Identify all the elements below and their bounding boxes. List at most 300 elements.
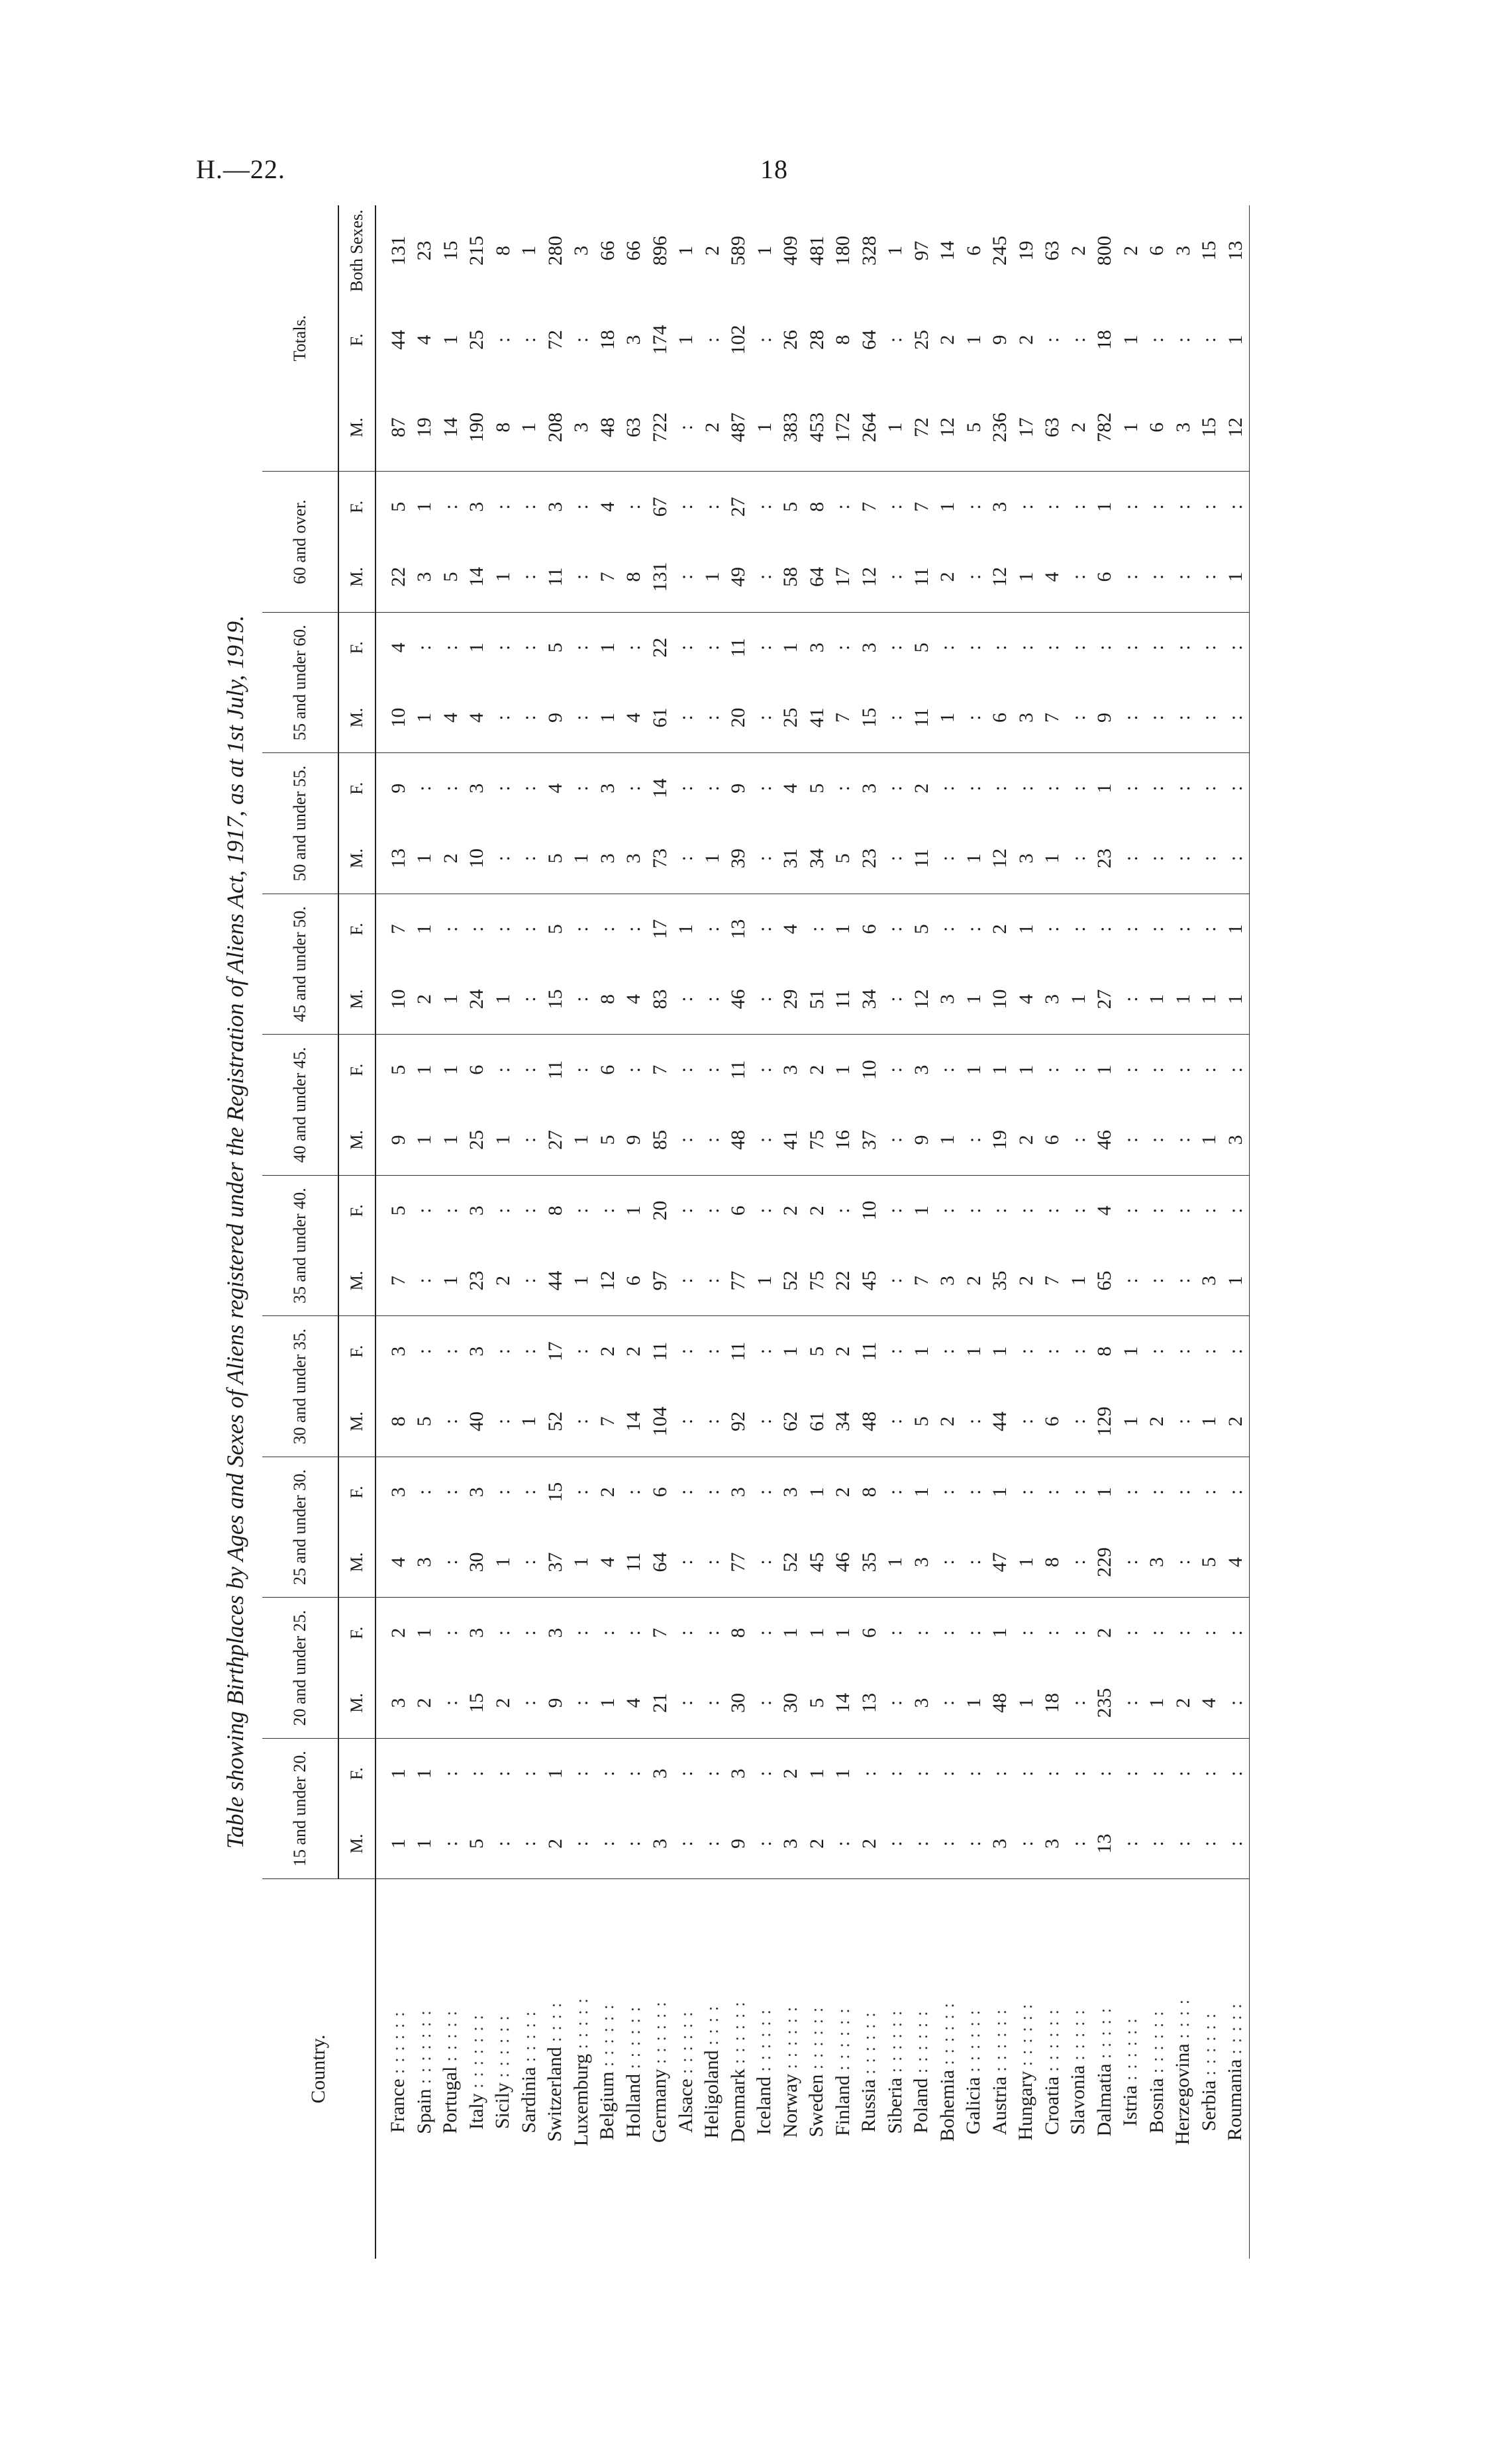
female-count-cell: 1 xyxy=(675,334,697,345)
dot-leader: : xyxy=(467,2020,487,2031)
age-group-header: 45 and under 50. xyxy=(262,894,338,1035)
male-count-cell: 4 xyxy=(595,1527,621,1598)
dot-leader: : xyxy=(1199,2006,1219,2019)
male-count-cell: : xyxy=(1223,823,1249,894)
male-count-cell: 30 xyxy=(464,1527,491,1598)
male-count-cell: : xyxy=(1066,1105,1092,1175)
female-count-cell: : xyxy=(989,1771,1011,1776)
female-count-cell: 5 xyxy=(910,642,932,653)
dot-leader: : xyxy=(676,2016,696,2028)
male-count-cell: 21 xyxy=(647,1668,674,1738)
dot-leader: : xyxy=(598,2032,617,2044)
male-count-cell: : xyxy=(752,1105,778,1175)
male-count-cell: : xyxy=(674,683,700,753)
female-count-cell: : xyxy=(570,504,592,510)
male-count-cell: 1 xyxy=(1197,964,1223,1035)
dot-leader: : xyxy=(1147,2016,1167,2028)
male-count-cell: : xyxy=(1170,1246,1197,1316)
male-count-cell: 46 xyxy=(830,1527,857,1598)
dot-leader: : xyxy=(1095,2035,1115,2047)
female-count-cell: : xyxy=(989,786,1011,792)
male-count-cell: 12 xyxy=(987,542,1014,612)
female-count-cell: : xyxy=(596,926,619,932)
female-count-cell: : xyxy=(1224,504,1246,510)
female-count-cell: : xyxy=(1224,1771,1246,1776)
male-count-cell: 40 xyxy=(464,1386,491,1457)
female-count-cell: : xyxy=(623,926,644,932)
female-count-cell: 1 xyxy=(805,1487,828,1498)
country-cell xyxy=(856,1879,883,2259)
male-count-cell: 12 xyxy=(1223,384,1249,472)
dot-leader: : xyxy=(990,2037,1010,2049)
dot-leader: : xyxy=(1174,1992,1193,2005)
male-count-cell: : xyxy=(1223,1668,1249,1738)
female-count-cell: : xyxy=(439,1489,462,1495)
female-count-cell: 2 xyxy=(623,1346,644,1357)
dot-leader: : xyxy=(467,2042,487,2055)
country-name: France xyxy=(387,2079,409,2133)
dot-leader: : xyxy=(860,2039,879,2052)
male-count-cell: 1 xyxy=(1066,964,1092,1035)
male-count-cell: 9 xyxy=(542,683,569,753)
dot-leader: : xyxy=(572,1992,591,2004)
female-count-cell: : xyxy=(518,644,540,650)
dot-leader: : xyxy=(1042,2003,1062,2015)
male-count-cell: 235 xyxy=(1092,1668,1119,1738)
female-count-cell: 5 xyxy=(544,642,566,653)
table-row xyxy=(1040,205,1066,2259)
dot-leader: : xyxy=(833,2047,853,2059)
male-count-cell: : xyxy=(699,1246,726,1316)
male-count-cell: : xyxy=(674,1809,700,1879)
male-count-cell: : xyxy=(674,1246,700,1316)
age-group-header: 60 and over. xyxy=(262,472,338,613)
male-count-cell: 87 xyxy=(376,384,412,472)
male-count-cell: 5 xyxy=(830,823,857,894)
dot-leader: : xyxy=(990,2049,1010,2061)
female-count-cell: 1 xyxy=(805,1627,828,1638)
female-count-cell: : xyxy=(1172,1771,1194,1776)
table-row xyxy=(909,205,935,2259)
dot-leader: : xyxy=(964,2049,983,2061)
both-sexes-cell: 14 xyxy=(936,240,958,261)
male-count-cell: : xyxy=(883,1105,909,1175)
female-count-cell: : xyxy=(884,1771,906,1776)
male-count-cell: 2 xyxy=(856,1809,883,1879)
female-count-cell: : xyxy=(1198,1207,1220,1213)
female-count-cell: 7 xyxy=(648,1064,671,1075)
female-count-cell: 3 xyxy=(805,642,828,653)
male-count-cell: 487 xyxy=(726,384,752,472)
male-count-cell: : xyxy=(961,1105,987,1175)
country-name: Galicia xyxy=(962,2077,984,2135)
table-row xyxy=(647,205,674,2259)
female-count-cell: 1 xyxy=(962,334,985,345)
male-count-cell: : xyxy=(1144,823,1171,894)
dot-leader: : xyxy=(598,1998,617,2010)
female-count-cell: : xyxy=(753,926,776,932)
female-count-cell: : xyxy=(884,1630,906,1636)
dot-leader: : xyxy=(755,2014,774,2026)
female-count-cell: 8 xyxy=(1093,1346,1115,1357)
male-count-cell: 104 xyxy=(647,1386,674,1457)
male-count-cell: 49 xyxy=(726,542,752,612)
male-count-cell: 1 xyxy=(438,964,464,1035)
male-count-cell: 12 xyxy=(987,823,1014,894)
female-count-cell: : xyxy=(936,786,958,792)
dot-leader: : xyxy=(676,2005,696,2017)
dot-leader: : xyxy=(1174,2016,1193,2028)
male-count-cell: 46 xyxy=(726,964,752,1035)
male-count-cell: 2 xyxy=(490,1668,517,1738)
country-cell xyxy=(1092,1879,1119,2259)
female-count-cell: : xyxy=(1224,1207,1246,1213)
female-count-cell: : xyxy=(753,1630,776,1636)
male-count-cell: 72 xyxy=(909,384,935,472)
male-count-cell: 3 xyxy=(1223,1105,1249,1175)
female-count-cell: 3 xyxy=(779,1487,801,1498)
male-count-cell: : xyxy=(699,964,726,1035)
male-count-cell: : xyxy=(517,1809,543,1879)
female-count-cell: 17 xyxy=(544,1341,566,1362)
female-count-cell: 4 xyxy=(779,783,801,794)
male-count-cell: 19 xyxy=(412,384,438,472)
table-row xyxy=(752,205,778,2259)
male-count-cell: : xyxy=(1223,683,1249,753)
dot-leader: : xyxy=(1121,2023,1140,2035)
female-count-cell: 1 xyxy=(910,1346,932,1357)
both-sexes-cell: 66 xyxy=(623,240,644,261)
male-count-cell: : xyxy=(1197,542,1223,612)
male-count-cell: : xyxy=(1144,1246,1171,1316)
dot-leader: : xyxy=(703,2033,722,2045)
male-count-cell: : xyxy=(438,1386,464,1457)
male-count-cell: 58 xyxy=(778,542,805,612)
female-count-cell: : xyxy=(1224,1349,1246,1355)
male-count-cell: : xyxy=(752,1527,778,1598)
male-count-cell: 1 xyxy=(569,1527,595,1598)
female-count-cell: : xyxy=(753,786,776,792)
male-count-cell: 27 xyxy=(1092,964,1119,1035)
male-count-cell: 2 xyxy=(1170,1668,1197,1738)
both-sexes-cell: 896 xyxy=(648,236,671,266)
dot-leader: : xyxy=(1174,2004,1193,2016)
table-row xyxy=(1066,205,1092,2259)
female-count-cell: : xyxy=(675,1630,697,1636)
dot-leader: : xyxy=(546,2019,565,2031)
female-count-cell: : xyxy=(884,926,906,932)
dot-leader: : xyxy=(493,2055,513,2067)
male-count-cell: 1 xyxy=(699,823,726,894)
male-count-cell: 30 xyxy=(726,1668,752,1738)
female-count-cell: 3 xyxy=(596,783,619,794)
female-header: F. xyxy=(338,296,376,384)
male-count-cell: : xyxy=(1066,683,1092,753)
female-count-cell: : xyxy=(1224,644,1246,650)
female-count-cell: : xyxy=(1146,336,1168,343)
male-count-cell: 11 xyxy=(909,542,935,612)
female-count-cell: 25 xyxy=(466,330,487,350)
both-sexes-cell: 280 xyxy=(544,236,566,266)
dot-leader: : xyxy=(572,2003,591,2015)
male-count-cell: 17 xyxy=(1013,384,1040,472)
male-count-cell: 14 xyxy=(621,1386,648,1457)
female-count-cell: 5 xyxy=(805,1346,828,1357)
female-count-cell: : xyxy=(1172,926,1194,932)
female-count-cell: : xyxy=(491,336,514,343)
female-count-cell: : xyxy=(1224,786,1246,792)
female-count-cell: : xyxy=(1146,1207,1168,1213)
female-count-cell: 1 xyxy=(779,642,801,653)
female-count-cell: 4 xyxy=(387,642,409,653)
male-count-cell: : xyxy=(674,384,700,472)
male-count-cell: : xyxy=(1170,1105,1197,1175)
male-count-cell: 83 xyxy=(647,964,674,1035)
dot-leader: : xyxy=(1017,2054,1036,2067)
female-count-cell: : xyxy=(675,504,697,510)
female-count-cell: : xyxy=(491,1771,514,1776)
female-count-cell: : xyxy=(962,504,985,510)
female-count-cell: 3 xyxy=(648,1769,671,1779)
female-count-cell: 1 xyxy=(413,1064,435,1075)
dot-leader: : xyxy=(1017,2031,1036,2043)
male-count-cell: 7 xyxy=(595,1386,621,1457)
table-row xyxy=(883,205,909,2259)
male-count-cell: : xyxy=(1066,542,1092,612)
female-count-cell: : xyxy=(962,1771,985,1776)
both-sexes-cell: 215 xyxy=(466,236,487,266)
country-name: Norway xyxy=(779,2073,801,2138)
male-count-cell: 75 xyxy=(804,1246,830,1316)
male-count-cell: 14 xyxy=(464,542,491,612)
male-count-cell: : xyxy=(1066,1527,1092,1598)
male-count-cell: : xyxy=(1118,1527,1144,1598)
male-header: M. xyxy=(338,1105,376,1175)
female-count-cell: 3 xyxy=(466,1627,487,1638)
table-row xyxy=(1013,205,1040,2259)
male-count-cell: : xyxy=(517,964,543,1035)
dot-leader: : xyxy=(389,2062,408,2074)
male-count-cell: 1 xyxy=(961,823,987,894)
female-count-cell: 4 xyxy=(544,783,566,794)
dot-leader: : xyxy=(728,1995,748,2007)
dot-leader: : xyxy=(624,2012,644,2024)
dot-leader: : xyxy=(964,2061,983,2073)
dot-leader: : xyxy=(964,2015,983,2027)
dot-leader: : xyxy=(415,2026,434,2039)
male-count-cell: : xyxy=(883,1668,909,1738)
dot-leader: : xyxy=(441,2038,460,2050)
female-count-cell: : xyxy=(439,1771,462,1776)
dot-leader: : xyxy=(1017,2008,1036,2021)
female-count-cell: 3 xyxy=(858,642,880,653)
male-count-cell: 3 xyxy=(909,1527,935,1598)
male-count-cell: : xyxy=(674,1668,700,1738)
male-count-cell: 1 xyxy=(883,1527,909,1598)
female-count-cell: : xyxy=(701,926,723,932)
both-sexes-cell: 8 xyxy=(491,246,514,256)
dot-leader: : xyxy=(1121,2046,1140,2058)
female-count-cell: 2 xyxy=(989,924,1011,935)
male-count-cell: 64 xyxy=(647,1527,674,1598)
female-count-cell: 1 xyxy=(1224,924,1246,935)
female-count-cell: : xyxy=(832,504,854,510)
male-count-cell: 1 xyxy=(490,1527,517,1598)
dot-leader: : xyxy=(1121,2057,1140,2069)
female-count-cell: 9 xyxy=(387,783,409,794)
female-count-cell: : xyxy=(491,1067,514,1073)
male-count-cell: 1 xyxy=(438,1105,464,1175)
male-count-cell: 2 xyxy=(1013,1246,1040,1316)
male-count-cell: 4 xyxy=(1197,1668,1223,1738)
female-count-cell: 3 xyxy=(858,783,880,794)
country-name: Denmark xyxy=(726,2069,749,2143)
female-count-cell: 7 xyxy=(858,501,880,512)
female-count-cell: 6 xyxy=(596,1064,619,1075)
female-count-cell: : xyxy=(1093,1771,1115,1776)
female-count-cell: 44 xyxy=(387,330,409,350)
female-count-cell: : xyxy=(439,1207,462,1213)
female-count-cell: : xyxy=(936,644,958,650)
male-count-cell: : xyxy=(569,1668,595,1738)
male-count-cell: 4 xyxy=(621,964,648,1035)
male-count-cell: 5 xyxy=(542,823,569,894)
male-header: M. xyxy=(338,1809,376,1879)
male-count-cell: 1 xyxy=(1118,1386,1144,1457)
male-count-cell: : xyxy=(961,1809,987,1879)
female-count-cell: 11 xyxy=(727,1341,749,1361)
female-count-cell: : xyxy=(1172,336,1194,343)
female-count-cell: : xyxy=(1172,786,1194,792)
female-count-cell: 13 xyxy=(727,919,749,939)
male-count-cell: 15 xyxy=(542,964,569,1035)
female-count-cell: 1 xyxy=(439,334,462,345)
male-count-cell: 14 xyxy=(438,384,464,472)
male-count-cell: 37 xyxy=(856,1105,883,1175)
male-count-cell: : xyxy=(569,1386,595,1457)
male-count-cell: 3 xyxy=(935,1246,962,1316)
male-count-cell: 64 xyxy=(804,542,830,612)
male-count-cell: 73 xyxy=(647,823,674,894)
male-count-cell: : xyxy=(1066,823,1092,894)
female-count-cell: : xyxy=(1067,926,1089,932)
female-count-cell: : xyxy=(1172,504,1194,510)
male-count-cell: : xyxy=(1118,1809,1144,1879)
female-count-cell: : xyxy=(596,1207,619,1213)
country-cell xyxy=(961,1879,987,2259)
female-count-cell: : xyxy=(518,786,540,792)
female-count-cell: 4 xyxy=(779,924,801,935)
dot-leader: : xyxy=(598,2009,617,2022)
male-count-cell: 6 xyxy=(987,683,1014,753)
both-sexes-cell: 131 xyxy=(387,236,409,266)
dot-leader: : xyxy=(703,1999,722,2012)
male-count-cell: : xyxy=(1118,823,1144,894)
female-count-cell: : xyxy=(753,1067,776,1073)
country-cell xyxy=(438,1879,464,2259)
male-count-cell: : xyxy=(674,1105,700,1175)
female-count-cell: : xyxy=(1067,1207,1089,1213)
male-count-cell: 20 xyxy=(726,683,752,753)
female-count-cell: : xyxy=(962,644,985,650)
female-count-cell: : xyxy=(1041,786,1063,792)
male-count-cell: 35 xyxy=(987,1246,1014,1316)
dot-leader: : xyxy=(598,2021,617,2033)
female-count-cell: 1 xyxy=(832,924,854,935)
male-count-cell: 35 xyxy=(856,1527,883,1598)
female-count-cell: 1 xyxy=(962,1064,985,1075)
dot-leader: : xyxy=(1042,2060,1062,2072)
dot-leader: : xyxy=(467,2031,487,2043)
table-title: Table showing Birthplaces by Ages and Sexes of Aliens registered under the Registration of Aliens Act, 1917, as at 1st July, 1919. xyxy=(222,615,248,1849)
male-count-cell: 27 xyxy=(542,1105,569,1175)
male-count-cell: 2 xyxy=(1144,1386,1171,1457)
female-count-cell: 2 xyxy=(779,1206,801,1216)
male-count-cell: : xyxy=(1118,1668,1144,1738)
male-count-cell: 45 xyxy=(804,1527,830,1598)
dot-leader: : xyxy=(885,2027,905,2039)
country-name: Herzegovina xyxy=(1172,2043,1193,2145)
male-count-cell: 23 xyxy=(1092,823,1119,894)
female-count-cell: 1 xyxy=(910,1487,932,1498)
male-count-cell: 3 xyxy=(987,1809,1014,1879)
male-count-cell: : xyxy=(935,1668,962,1738)
male-count-cell: 1 xyxy=(490,964,517,1035)
dot-leader: : xyxy=(415,2049,434,2061)
male-count-cell: 4 xyxy=(1223,1527,1249,1598)
age-group-header: 55 and under 60. xyxy=(262,612,338,753)
female-count-cell: : xyxy=(413,644,435,650)
male-count-cell: 23 xyxy=(856,823,883,894)
male-count-cell: 5 xyxy=(804,1668,830,1738)
male-count-cell: 8 xyxy=(490,384,517,472)
male-count-cell: 8 xyxy=(595,964,621,1035)
dot-leader: : xyxy=(1095,2013,1115,2025)
male-count-cell: 1 xyxy=(961,1668,987,1738)
female-count-cell: : xyxy=(701,1349,723,1355)
female-count-cell: 2 xyxy=(779,1769,801,1779)
female-count-cell: : xyxy=(1015,1630,1037,1636)
table-row xyxy=(961,205,987,2259)
female-count-cell: : xyxy=(1146,504,1168,510)
male-count-cell: : xyxy=(674,964,700,1035)
female-count-cell: : xyxy=(805,926,828,932)
dot-leader: : xyxy=(676,2028,696,2040)
male-header: M. xyxy=(338,384,376,472)
male-count-cell: : xyxy=(1013,1809,1040,1879)
female-count-cell: : xyxy=(1041,1630,1063,1636)
female-count-cell: 7 xyxy=(910,501,932,512)
table-row xyxy=(1144,205,1171,2259)
dot-leader: : xyxy=(728,2041,748,2053)
female-count-cell: 3 xyxy=(779,1064,801,1075)
female-count-cell: 1 xyxy=(466,642,487,653)
male-count-cell: 44 xyxy=(987,1386,1014,1457)
country-name: Iceland xyxy=(753,2077,775,2135)
female-count-cell: : xyxy=(884,1207,906,1213)
female-count-cell: : xyxy=(701,504,723,510)
female-count-cell: : xyxy=(675,1067,697,1073)
country-name: Sicily xyxy=(491,2082,513,2130)
female-count-cell: : xyxy=(439,504,462,510)
female-count-cell: : xyxy=(1119,786,1142,792)
table-row xyxy=(935,205,962,2259)
female-count-cell: : xyxy=(491,926,514,932)
table-row xyxy=(699,205,726,2259)
female-count-cell: : xyxy=(1224,1067,1246,1073)
male-count-cell: 23 xyxy=(464,1246,491,1316)
female-count-cell: : xyxy=(518,1349,540,1355)
